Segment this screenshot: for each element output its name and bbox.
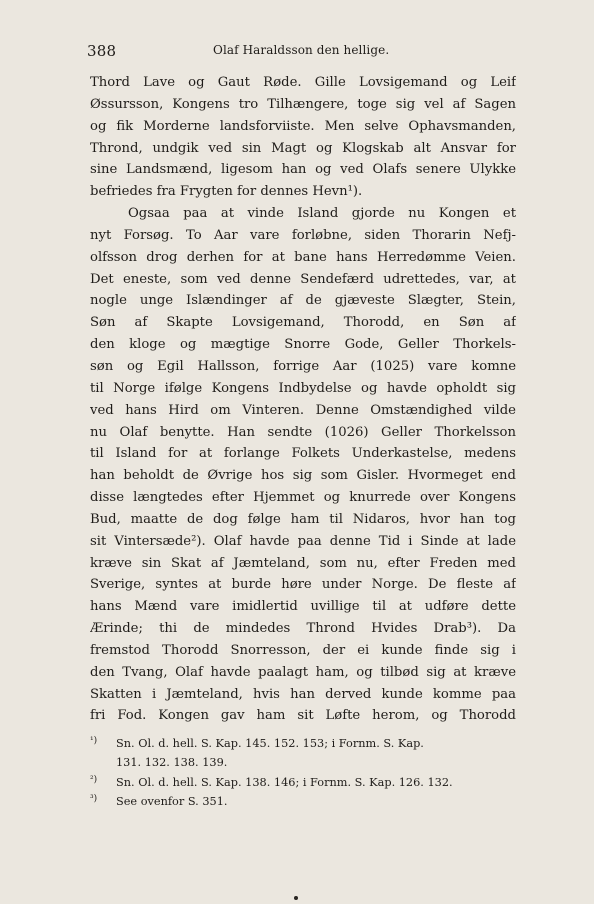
footnote-2 — [90, 773, 516, 792]
text-line: Det eneste, som ved denne Sendefærd udrettedes, var, at — [90, 271, 516, 287]
text-line: Ærinde; thi de mindedes Thrond Hvides Drab³). Da — [90, 621, 516, 637]
footnote-1-continuation — [90, 753, 516, 772]
text-line: til Norge ifølge Kongens Indbydelse og havde opholdt sig — [90, 380, 516, 396]
text-line: den Tvang, Olaf havde paalagt ham, og tilbød sig at kræve — [90, 664, 516, 680]
footnote-1 — [90, 734, 516, 753]
text-line: Thord Lave og Gaut Røde. Gille Lovsigemand og Leif — [90, 75, 516, 90]
footnote-marker: ³) — [90, 794, 98, 805]
text-line: Skatten i Jæmteland, hvis han derved kunde komme paa — [90, 686, 516, 702]
text-line: fri Fod. Kongen gav ham sit Løfte herom, og Thorodd — [90, 708, 516, 724]
text-line: Thrond, undgik ved sin Magt og Klogskab alt Ansvar for — [90, 140, 516, 156]
text-line: Søn af Skapte Lovsigemand, Thorodd, en Søn af — [90, 315, 516, 331]
text-line: nu Olaf benytte. Han sendte (1026) Geller Thorkelsson — [90, 424, 516, 440]
text-line: nogle unge Islændinger af de gjæveste Slægter, Stein, — [90, 293, 516, 309]
text-line: søn og Egil Hallsson, forrige Aar (1025) vare komne — [90, 358, 516, 374]
text-line: Sverige, syntes at burde høre under Norge. De fleste af — [90, 577, 516, 593]
page-header — [87, 42, 517, 64]
page-number: 388 — [87, 42, 117, 60]
text-line: ved hans Hird om Vinteren. Denne Omstændighed vilde — [90, 402, 516, 418]
print-speck — [294, 896, 298, 900]
body-text — [90, 72, 516, 727]
text-line: Ogsaa paa at vinde Island gjorde nu Kongen et — [128, 206, 516, 222]
text-line: sit Vintersæde²). Olaf havde paa denne Tid i Sinde at lade — [90, 533, 516, 549]
text-line: sine Landsmænd, ligesom han og ved Olafs senere Ulykke — [90, 162, 516, 178]
text-line: hans Mænd vare imidlertid uvillige til at udføre dette — [90, 599, 516, 615]
text-line: og fik Morderne landsforviiste. Men selve Ophavsmanden, — [90, 118, 516, 134]
text-line: fremstod Thorodd Snorresson, der ei kunde finde sig i — [90, 642, 516, 658]
text-line: til Island for at forlange Folkets Underkastelse, medens — [90, 446, 516, 462]
footnote-text: 131. 132. 138. 139. — [116, 756, 228, 770]
footnote-marker: ¹) — [90, 736, 98, 746]
footnote-text: Sn. Ol. d. hell. S. Kap. 145. 152. 153; i Fornm. S. Kap. — [116, 737, 424, 750]
text-line: olfsson drog derhen for at bane hans Herredømme Veien. — [90, 249, 516, 265]
text-line: Bud, maatte de dog følge ham til Nidaros, hvor han tog — [90, 511, 516, 527]
footnote-3 — [90, 792, 516, 811]
text-line: befriedes fra Frygten for dennes Hevn¹). — [90, 184, 363, 200]
text-line: Øssursson, Kongens tro Tilhængere, toge sig vel af Sagen — [90, 96, 516, 112]
text-line: nyt Forsøg. To Aar vare forløbne, siden Thorarin Nefj- — [90, 227, 516, 243]
text-line: disse længtedes efter Hjemmet og knurrede over Kongens — [90, 490, 516, 506]
footnote-marker: ²) — [90, 774, 98, 785]
footnote-text: See ovenfor S. 351. — [116, 795, 228, 809]
text-line: han beholdt de Øvrige hos sig som Gisler. Hvormeget end — [90, 468, 516, 484]
text-line: kræve sin Skat af Jæmteland, som nu, efter Freden med — [90, 555, 516, 571]
text-line: den kloge og mægtige Snorre Gode, Geller Thorkels- — [90, 337, 516, 353]
footnote-text: Sn. Ol. d. hell. S. Kap. 138. 146; i Fornm. S. Kap. 126. 132. — [116, 775, 453, 789]
running-title: Olaf Haraldsson den hellige. — [213, 43, 390, 57]
footnotes — [90, 734, 516, 812]
